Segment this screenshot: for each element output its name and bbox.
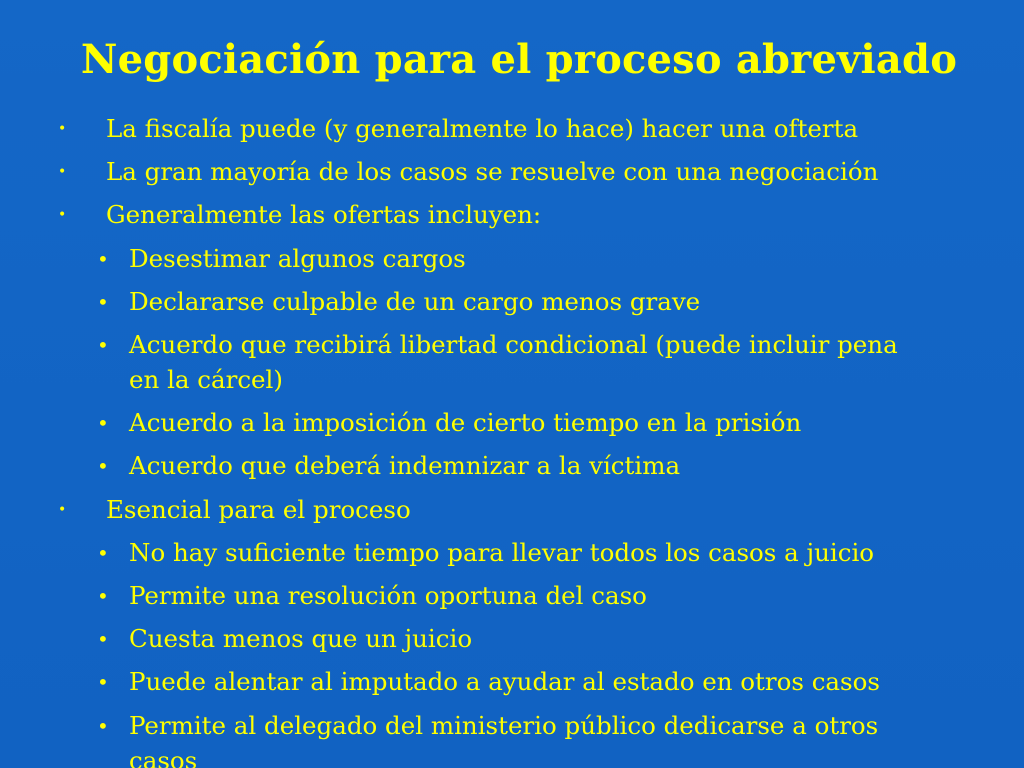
slide-title: Negociación para el proceso abreviado xyxy=(80,36,958,83)
bullet-item: La fiscalía puede (y generalmente lo hace) hacer una ofterta xyxy=(106,114,859,143)
bullet-marker: • xyxy=(97,246,109,271)
bullet-marker: • xyxy=(97,540,109,565)
bullet-marker: • xyxy=(97,411,109,436)
sub-bullet-item: Puede alentar al imputado a ayudar al estado en otros casos xyxy=(129,667,880,697)
sub-bullet-item: No hay suficiente tiempo para llevar todos los casos a juicio xyxy=(129,537,875,567)
sub-bullet-item: Desestimar algunos cargos xyxy=(129,243,466,273)
bullet-item: Generalmente las ofertas incluyen: xyxy=(106,200,542,230)
sub-bullet-item: Permite al delegado del ministerio público dedicarse a otros xyxy=(129,710,879,740)
bullet-marker: • xyxy=(58,121,67,137)
bullet-marker: • xyxy=(97,713,109,738)
sub-bullet-item: Acuerdo que recibirá libertad condicional (puede incluir pena xyxy=(129,330,898,359)
bullet-marker: • xyxy=(97,333,109,357)
bullet-marker: • xyxy=(97,627,109,652)
bullet-marker: • xyxy=(97,289,109,314)
sub-bullet-item: Acuerdo a la imposición de cierto tiempo en la prisión xyxy=(129,408,802,438)
bullet-marker: • xyxy=(58,207,67,224)
bullet-item: Esencial para el proceso xyxy=(106,494,411,524)
sub-bullet-item: Cuesta menos que un juicio xyxy=(129,624,473,654)
sub-bullet-item: Declararse culpable de un cargo menos grave xyxy=(129,286,701,316)
bullet-item: La gran mayoría de los casos se resuelve con una negociación xyxy=(106,157,879,187)
bullet-marker: • xyxy=(97,584,109,608)
bullet-marker: • xyxy=(58,501,67,518)
sub-bullet-item: en la cárcel) xyxy=(129,365,283,394)
sub-bullet-item: Permite una resolución oportuna del caso xyxy=(129,581,647,610)
sub-bullet-item: casos xyxy=(129,745,198,768)
bullet-marker: • xyxy=(58,164,67,181)
bullet-marker: • xyxy=(97,454,109,479)
sub-bullet-item: Acuerdo que deberá indemnizar a la víctima xyxy=(129,451,681,481)
bullet-marker: • xyxy=(97,670,109,695)
